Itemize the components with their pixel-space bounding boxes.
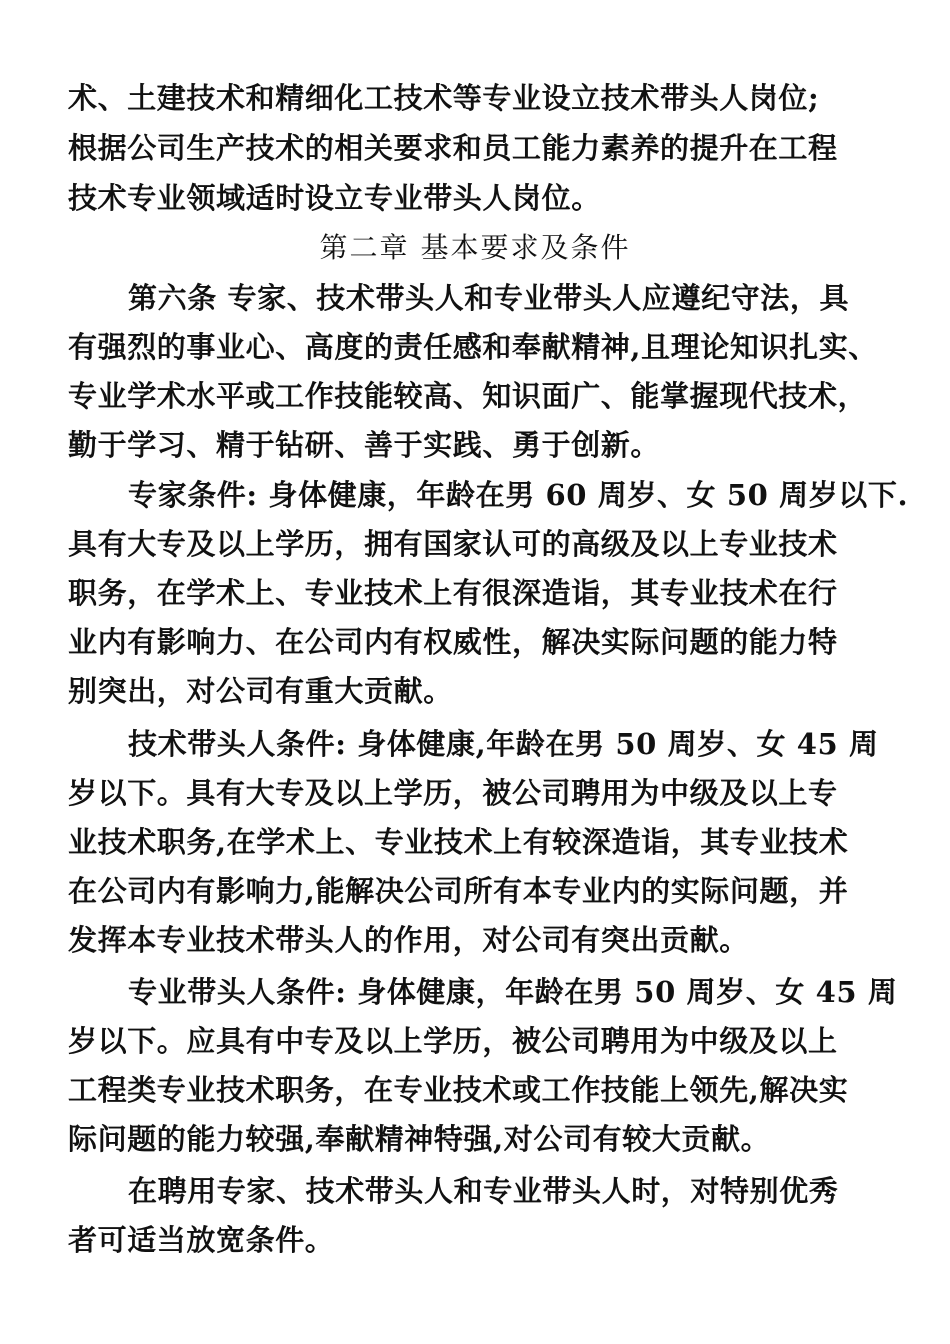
- professional-lead-condition-line: 工程类专业技术职务，在专业技术或工作技能上领先,解决实: [68, 1073, 849, 1107]
- relaxed-condition-line: 者可适当放宽条件。: [68, 1223, 335, 1257]
- expert-condition-line: 业内有影响力、在公司内有权威性，解决实际问题的能力特: [68, 625, 838, 659]
- expert-condition-line: 具有大专及以上学历，拥有国家认可的高级及以上专业技术: [68, 527, 838, 561]
- article-6-line: 第六条 专家、技术带头人和专业带头人应遵纪守法，具: [128, 281, 850, 315]
- tech-lead-condition-line: 业技术职务,在学术上、专业技术上有较深造诣，其专业技术: [68, 825, 849, 859]
- chapter-heading: 第二章 基本要求及条件: [319, 231, 631, 264]
- tech-lead-condition-line: 在公司内有影响力,能解决公司所有本专业内的实际问题，并: [68, 874, 849, 908]
- article-6-line: 勤于学习、精于钻研、善于实践、勇于创新。: [68, 428, 661, 462]
- text-line: 技术专业领域适时设立专业带头人岗位。: [68, 181, 601, 215]
- expert-condition-line: 别突出，对公司有重大贡献。: [68, 674, 453, 708]
- tech-lead-condition-line: 岁以下。具有大专及以上学历，被公司聘用为中级及以上专: [68, 776, 838, 810]
- professional-lead-condition-line: 岁以下。应具有中专及以上学历，被公司聘用为中级及以上: [68, 1024, 838, 1058]
- article-6-line: 专业学术水平或工作技能较高、知识面广、能掌握现代技术，: [68, 379, 868, 413]
- article-6-line: 有强烈的事业心、高度的责任感和奉献精神,且理论知识扎实、: [68, 330, 878, 364]
- tech-lead-condition-line: 技术带头人条件: 身体健康,年龄在男 50 周岁、女 45 周: [128, 727, 879, 761]
- expert-condition-line: 专家条件: 身体健康，年龄在男 60 周岁、女 50 周岁以下.: [128, 478, 909, 512]
- professional-lead-condition-line: 专业带头人条件: 身体健康，年龄在男 50 周岁、女 45 周: [128, 975, 898, 1009]
- text-line: 术、土建技术和精细化工技术等专业设立技术带头人岗位;: [68, 81, 820, 115]
- tech-lead-condition-line: 发挥本专业技术带头人的作用，对公司有突出贡献。: [68, 923, 749, 957]
- relaxed-condition-line: 在聘用专家、技术带头人和专业带头人时，对特别优秀: [128, 1174, 839, 1208]
- professional-lead-condition-line: 际问题的能力较强,奉献精神特强,对公司有较大贡献。: [68, 1122, 771, 1156]
- text-line: 根据公司生产技术的相关要求和员工能力素养的提升在工程: [68, 131, 838, 165]
- expert-condition-line: 职务，在学术上、专业技术上有很深造诣，其专业技术在行: [68, 576, 838, 610]
